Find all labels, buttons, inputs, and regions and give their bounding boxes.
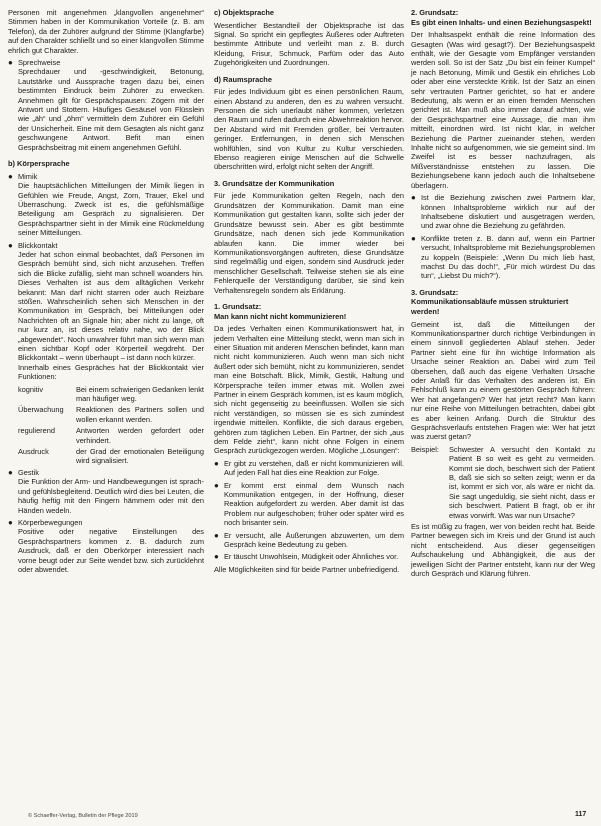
paragraph-objektsprache: Wesentlicher Bestandteil der Objektsprache ist das Signal. So spricht ein gepflegtes Äußeres oder Auftreten bestimmte Attribute und verleiht man z. B. durch Kleidung, Frisur, Schmuck, Parfüm oder das Auto Zugehörigkeiten und Zuordnungen. — [214, 20, 404, 68]
column-right — [411, 8, 595, 582]
paragraph-grundsatz-3: Gemeint ist, daß die Mitteilungen der Kommunikationspartner durch richtige Verbindungen in einem sinnvoll gegliederten Ablauf stehen. Jeder Partner sieht eine für ihn wichtige Information als Ursache seiner Reaktion an. Dabei wird zum Teil übersehen, daß auch das eigene Verhalten Ursache oder Anlaß für das Verhalten des anderen ist. Ein Fehlschluß kann zu einem gestörten Gespräch führen: Wer hat angefangen? Wer hat jetzt recht? Man kann nur eine Reihe von Mitteilungen betrachten, dabei gibt es aber keinen Anfang. Durch die Struktur des Gesprächsverlaufs entstehen Fragen wie: Wer hat jetzt was zuerst getan? — [411, 319, 595, 442]
table-row — [18, 405, 204, 424]
intro-paragraph: Personen mit angenehmen „klangvollen angenehmer“ Stimmen haben in der Kommunikation Vorteile (z. B. am Telefon), da der Zuhörer aufgrund der Stimme (Klangfarbe) auf den Charakter schließt und so einer klangvollen Stimme ehrlich gut Charakter. — [8, 8, 204, 55]
bullet-dot-icon: ● — [214, 552, 219, 562]
table-key: Überwachung — [18, 405, 64, 415]
grundsatz-title: Es gibt einen Inhalts- und einen Beziehungsaspekt! — [411, 17, 592, 27]
list-item-text: Er täuscht Unwohlsein, Müdigkeit oder Ähnliches vor. — [224, 552, 399, 562]
bullet-text: Positive oder negative Einstellungen des Gesprächspartners kommen z. B. dadurch zum Ausdruck, daß er den Oberkörper interessiert nach vorne beugt oder zur Seite wendet bzw. sich zurücklehnt oder abwendet. — [18, 527, 204, 574]
paragraph-grundsaetze: Für jede Kommunikation gelten Regeln, nach den Grundsätzen der Kommunikation. Damit man eine Kommunikation gut gestalten kann, sollte sich jeder der Grundsätze bewusst sein. Aber es gibt bestimmte Grundsätze, nach denen sich jede Kommunikation ablaufen kann. Die immer wieder bei Kommunikationsvorgängen auftreten, diese Grundsätze sind regelmäßig und eigen, sondern sind Ausdruck jeder menschlicher Gesellschaft. Teilweise stehen sie als eine Fehlerquelle der Verständigung darüber, sie sind kein Verhaltensregeln sondern als Erklärung. — [214, 191, 404, 295]
table-value: Reaktionen des Partners sollen und wollen erkannt werden. — [76, 405, 204, 424]
paragraph-grundsatz-1: Da jedes Verhalten einen Kommunikationswert hat, in jedem Verhalten eine Mitteilung steckt, wenn man sich in einer Situation mit anderen Menschen befindet, kann man nicht nicht kommunizieren. Auch wenn man sich nicht äußert oder sich bemüht, nicht zu kommunizieren, sendet man eine Botschaft. Blick, Mimik, Gestik, Haltung und Körpersprache teilen immer etwas mit. Wollen zwei Partner in einem Gespräch kommen, ist es kaum möglich, sich nicht gegenseitig zu beeinflussen. Wollen sie sich nicht verständigen, so müssen sie es sich zumindest irgendwie mitteilen. Konflikte, die sich daraus ergeben, gehören zum täglichen Leben. Ein Partner, der sich „aus dem Felde zieht“, kann nicht ohne Folgen in einem Gespräch zurückgezogen werden. Mögliche „Lösungen“: — [214, 324, 404, 456]
section-heading-objektsprache — [214, 8, 404, 18]
section-heading-grundsaetze: 3. Grundsätze der Kommunikation — [214, 178, 335, 188]
bullet-title: Blickkontakt — [18, 240, 58, 250]
bullet-blickkontakt — [8, 241, 204, 382]
page-number: 117 — [575, 811, 587, 818]
example-text: Schwester A versucht den Kontakt zu Patient B so weit es geht zu vermeiden. Kommt sie doch, beschwert sich der Patient B, daß sie sich so selten zeigt; wenn er da ist, kommt er sich vor, als wäre er nicht da. Sie sagt ungeduldig, sie sieht nicht, dass er sich beschwert. Patient B fragt, ob er ihr etwas vorwirft. Was war nun Ursache? — [449, 444, 595, 520]
bullet-dot-icon: ● — [411, 233, 416, 243]
table-key: kognitiv — [18, 384, 44, 394]
list-item — [411, 193, 595, 231]
bullet-mimik — [8, 172, 204, 238]
function-table — [18, 385, 204, 466]
bullet-dot-icon: ● — [8, 58, 13, 68]
list-item-text: Er versucht, alle Äußerungen abzuwerten, um dem Gespräch keine Bedeutung zu geben. — [224, 530, 404, 550]
section-label: b) — [8, 159, 15, 169]
grundsatz-2-heading — [411, 8, 595, 27]
list-item — [411, 234, 595, 281]
section-label: c) — [214, 8, 221, 17]
bullet-dot-icon: ● — [8, 171, 13, 181]
page-footer: © Schaeffer-Verlag, Bulletin der Pflege 2019 — [28, 813, 138, 819]
grundsatz-label: 1. Grundsatz: — [214, 301, 262, 311]
bullet-dot-icon: ● — [214, 458, 219, 468]
grundsatz-label: 2. Grundsatz: — [411, 8, 459, 17]
table-key: Ausdruck — [18, 447, 49, 457]
list-item — [214, 531, 404, 550]
list-item-text: Er kommt erst einmal dem Wunsch nach Kommunikation entgegen, in der Hoffnung, dieser Reaktion aufgefordert zu werden. Aber damit ist das Problem nur aufgeschoben; früher oder später wird es noch brisanter sein. — [224, 480, 404, 528]
section-heading-raumsprache — [214, 75, 404, 85]
table-row — [411, 445, 595, 520]
table-row — [18, 385, 204, 404]
closing-paragraph: Es ist müßig zu fragen, wer von beiden recht hat. Beide Partner bewegen sich im Kreis und der Grund ist auch nicht entscheidend. Aus dieser gegenseitigen Aufschaukelung und Abhängigkeit, die aus der jeweiligen Sicht der Partner entsteht, kann nur der Weg durch Gespräch und Klärung führen. — [411, 522, 595, 579]
table-value: Bei einem schwierigen Gedanken lenkt man häufiger weg. — [76, 384, 204, 404]
bullet-title: Mimik — [18, 171, 38, 181]
grundsatz-label: 3. Grundsatz: — [411, 287, 459, 297]
table-row — [18, 447, 204, 466]
grundsatz-title: Man kann nicht nicht kommunizieren! — [214, 311, 347, 321]
grundsatz-1-heading — [214, 302, 404, 321]
paragraph-grundsatz-2: Der Inhaltsaspekt enthält die reine Information des Gesagten (Was wird gesagt?). Der Beziehungsaspekt enthält, wie der Gesagte vom Empfänger verstanden werden soll. So ist der Satz „Du bist ein feiner Kumpel“ je nach Betonung, Mimik und Gestik ein ehrliches Lob oder aber eine versteckte Kritik. Ist der Satz an einen sehr vertrauten Partner gerichtet, so hat er andere Bedeutung, als wenn er an einen fremden Menschen gerichtet ist. Man muß also immer darauf achten, wie der Gesprächspartner eine Aussage, die man ihm mitteilt, einordnen wird. Ist nicht klar, in welcher Beziehung die Partner zueinander stehen, werden Inhalte nicht so aufgenommen, wie sie gemeint sind. Im Zweifel ist es besser nachzufragen, als Mißverständnisse entstehen zu lassen. Die Beziehungsebene kann jedoch auch die Inhaltsebene überlagern. — [411, 30, 595, 190]
section-title: Körpersprache — [17, 159, 70, 169]
column-left — [8, 8, 204, 577]
closing-paragraph: Alle Möglichkeiten sind für beide Partner unbefriedigend. — [214, 564, 400, 574]
bullet-dot-icon: ● — [214, 530, 219, 540]
bullet-text: Jeder hat schon einmal beobachtet, daß Personen im Gespräch bemüht sind, sich nicht anzusehen. Treffen sich die Blicke zufällig, sieht man schnell woanders hin. Dieses Verhalten ist aus dem alltäglichen Verkehr bekannt: Man darf nicht starren oder auch Reizbare stößen. Wahrscheinlich sehen sich Menschen in der Kommunikation im Gespräch, bei Mitteilungen oder Nachrichten oft an Signale hin; aber nicht zu lange, oft nur kurz an, ist dieses relativ nahe, wo der Blick „abgewendet“. Noch unwahrer führt man sich wenn man einen sichtbar Kopf oder Körperteil wegdreht. Der Blickkontakt – wenn überhaupt – ist dann noch kürzer. — [18, 249, 204, 363]
example-label: Beispiel: — [411, 444, 439, 454]
bullet-dot-icon: ● — [8, 517, 13, 527]
list-item-text: Er gibt zu verstehen, daß er nicht kommunizieren will. Auf jeden Fall hat dies eine Reaktion zur Folge. — [224, 458, 404, 478]
table-value: der Grad der emotionalen Beteiligung wird signalisiert. — [76, 447, 204, 466]
list-item — [214, 459, 404, 478]
bullet-text: Die hauptsächlichen Mitteilungen der Mimik liegen in Gefühlen wie Freude, Angst, Zorn, Trauer, Ekel und Überraschung. Zweck ist es, die gefühlsmäßige Beteiligung am Gespräch zu signalisieren. Der Gesprächspartner sieht in der Mimik eine Rückmeldung seiner Mitteilungen. — [18, 181, 204, 238]
bullet-text: Die Funktion der Arm- und Handbewegungen ist sprach- und gefühlsbegleitend. Deutlich wird dies bei Leuten, die häufig heftig mit den Fingern hämmern oder mit den Händen wedeln. — [18, 477, 204, 515]
section-heading-koerpersprache — [8, 159, 204, 169]
bullet-title: Körperbewegungen — [18, 517, 83, 527]
section-label: d) — [214, 74, 221, 84]
bullet-title: Gestik — [18, 467, 39, 477]
bullet-dot-icon: ● — [8, 467, 13, 477]
bullet-dot-icon: ● — [411, 193, 416, 203]
bullet-title: Sprechweise — [18, 58, 61, 68]
bullet-text: Sprechdauer und -geschwindigkeit, Betonung, Lautstärke und Aussprache tragen dazu bei, einen bestimmten Eindruck beim Zuhörer zu erwecken. Annehmen gilt für Gesprächspausen: Zögern mit der Antwort und Stottern. Häufiges Gesäusel von Flüsslein wie „äh“ und „öhm“ vermitteln dem Zuhörer ein Gefühl der Unsicherheit. Eine mit dem Gesagten als nicht ganz geschwungene Antwort. Befit man einen Gesprächsbeitrag mit einem angenehmen Gefühl. — [18, 67, 204, 152]
bullet-dot-icon: ● — [8, 240, 13, 250]
table-key: regulierend — [18, 426, 55, 436]
bullet-gestik — [8, 468, 204, 515]
grundsatz-title: Kommunikationsabläufe müssen strukturiert werden! — [411, 297, 569, 316]
bullet-dot-icon: ● — [214, 480, 219, 490]
example-block — [411, 445, 595, 520]
section-title: Raumsprache — [223, 74, 272, 84]
bullet-sprechweise — [8, 58, 204, 152]
paragraph-raumsprache: Für jedes Individuum gibt es einen persönlichen Raum, einen Abstand zu anderen, den es zu wahren versucht. Personen die sich unerlaubt näher kommen, verletzen den Raum und rufen dadurch eine Abwehrreaktion hervor. Der Abstand wird mit Fremden größer, bei Vertrauten geringer. Entfernungen, in denen sich Menschen wohlfühlen, sind von Kultur zu Kultur verschieden. Ebenso reagieren einige Menschen auf die Schwelle überschritten wird, erfolgt nicht selten der Angriff. — [214, 87, 404, 172]
table-value: Antworten werden gefordert oder verhindert. — [76, 426, 204, 445]
bullet-koerperbewegungen — [8, 518, 204, 574]
table-row — [18, 426, 204, 445]
list-item-text: Ist die Beziehung zwischen zwei Partnern klar, können Inhaltsprobleme wirklich nur auf der Inhaltsebene diskutiert und ausgetragen werden, und zwar ohne die Beziehung zu gefährden. — [421, 193, 595, 231]
table-intro: Innerhalb eines Gespräches hat der Blickkontakt vier Funktionen: — [18, 362, 204, 382]
section-title: Objektsprache — [222, 8, 274, 17]
column-middle — [214, 8, 404, 577]
list-item — [214, 481, 404, 528]
list-item — [214, 552, 404, 561]
grundsatz-3-heading — [411, 288, 595, 317]
list-item-text: Konflikte treten z. B. dann auf, wenn ein Partner versucht, Inhaltsprobleme mit Beziehungsproblemen zu koppeln (Beispiele: „Wenn Du mich lieb hast, machst Du das doch!“, „Für mich würdest Du das tun“, „Liebst Du mich?“). — [421, 233, 595, 281]
